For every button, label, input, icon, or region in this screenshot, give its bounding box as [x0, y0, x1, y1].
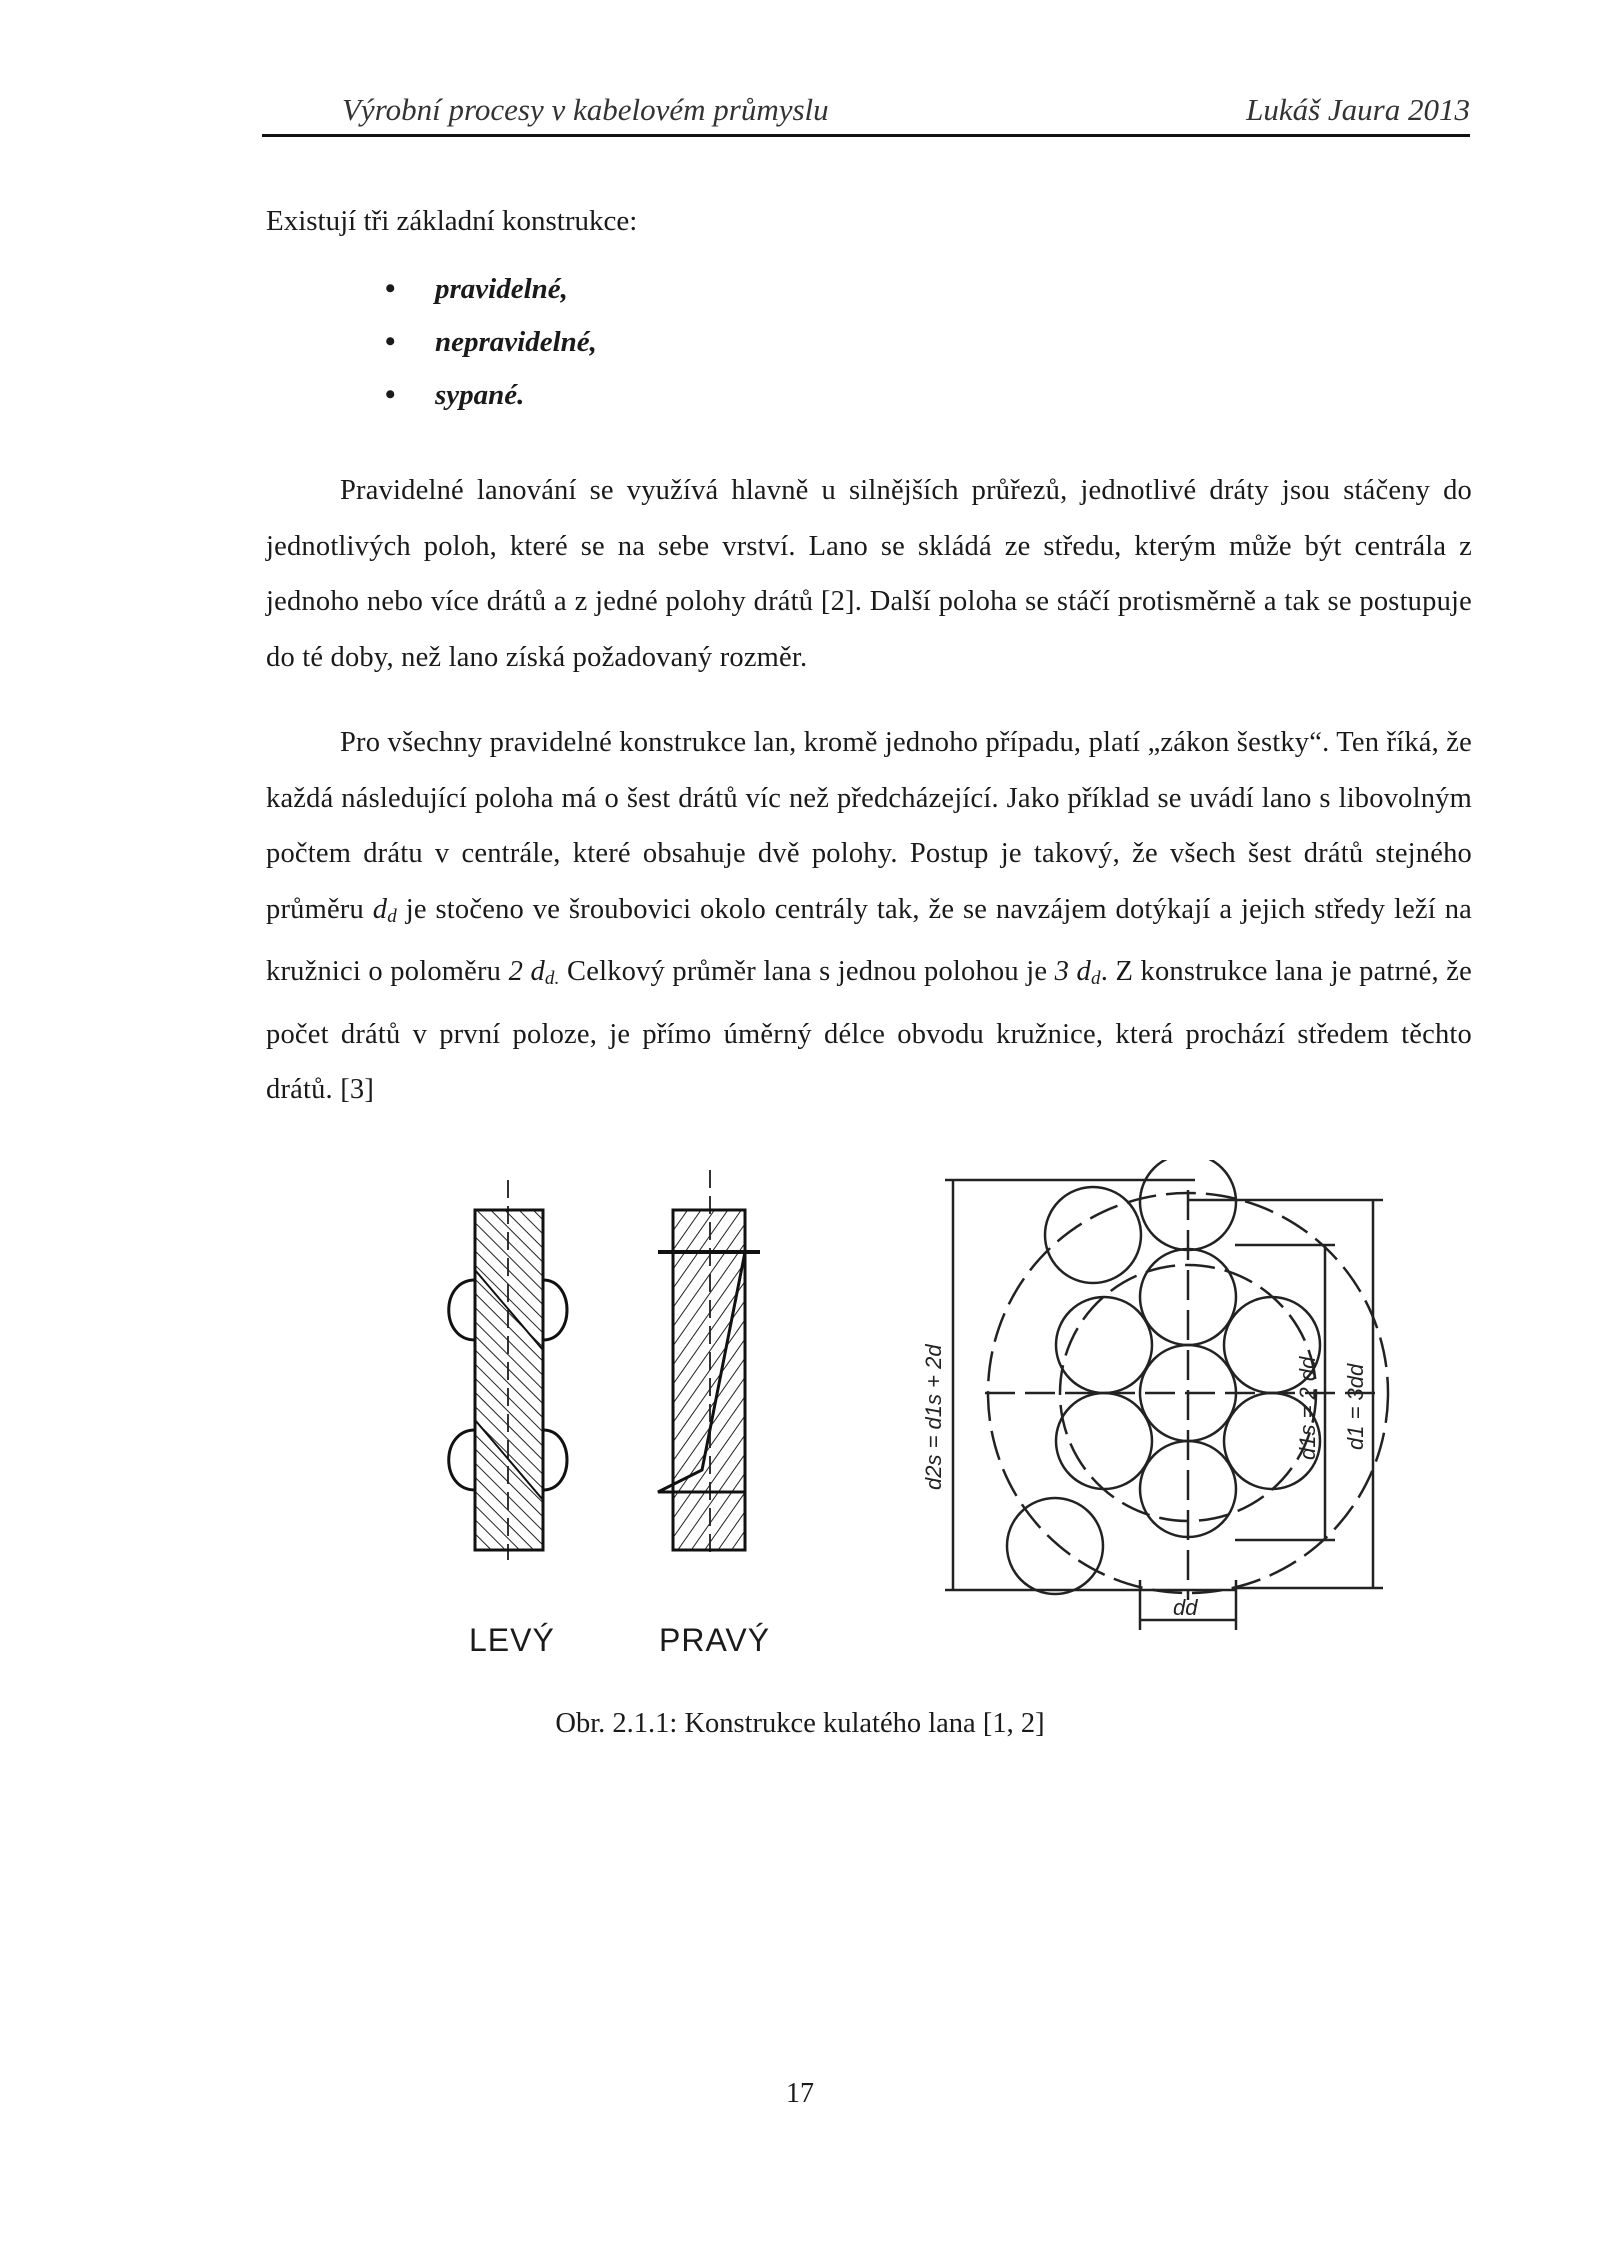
- bullet-icon: •: [385, 325, 396, 358]
- paragraph-text: je stočeno ve šroubovici okolo centrály tak, že se navzájem dotýkají a jejich středy leží na kružnici o poloměru: [266, 893, 1472, 987]
- list-item: [385, 325, 597, 378]
- right-lay-label: PRAVÝ: [659, 1622, 771, 1658]
- right-lay-strand: [658, 1170, 760, 1560]
- list-item-text: pravidelné,: [435, 273, 568, 305]
- dim-label-d1: d1 = 3dd: [1343, 1363, 1368, 1450]
- math-variable: 3 d: [1054, 956, 1092, 987]
- layer2-wire: [1045, 1187, 1141, 1283]
- header-title: Výrobní procesy v kabelovém průmyslu: [342, 92, 829, 127]
- left-lay-label: LEVÝ: [469, 1622, 555, 1658]
- math-variable: 2 d: [508, 956, 545, 987]
- math-subscript: d.: [544, 968, 560, 989]
- math-subscript: d: [387, 905, 397, 927]
- math-variable: d: [372, 893, 388, 925]
- page-header: [262, 88, 1470, 137]
- intro-text: Existují tři základní konstrukce:: [266, 205, 638, 237]
- list-item: [385, 378, 597, 431]
- paragraph-text: Pro všechny pravidelné konstrukce lan, kromě jednoho případu, platí „zákon šestky“. Ten říká, že každá následující poloha má o šest drátů víc než předcházející. Jako příklad se uvádí lano s libovolným počtem drátu v centrále, které obsahuje dvě polohy. Postup je takový, že všech šest drátů stejného průměru: [266, 727, 1472, 925]
- page-number: 17: [786, 2078, 814, 2109]
- list-item-text: nepravidelné,: [435, 326, 597, 358]
- layer1-wire: [1056, 1393, 1152, 1489]
- list-item: [385, 272, 597, 325]
- paragraph-text: Celkový průměr lana s jednou polohou je: [559, 956, 1055, 987]
- left-lay-strand: [449, 1180, 567, 1560]
- paragraph-regular-stranding: Pravidelné lanování se využívá hlavně u silnějších průřezů, jednotlivé dráty jsou stáčeny do jednotlivých poloh, které se na sebe vrství. Lano se skládá ze středu, kterým může být centrála z jednoho nebo více drátů a z jedné polohy drátů [2]. Další poloha se stáčí protisměrně a tak se postupuje do té doby, než lano získá požadovaný rozměr.: [266, 475, 1472, 673]
- layer2-wire: [1007, 1498, 1103, 1594]
- header-author-year: Lukáš Jaura 2013: [1246, 92, 1470, 127]
- paragraph-rule-of-six: [266, 715, 1472, 1118]
- dim-label-dd: dd: [1173, 1595, 1198, 1620]
- dim-label-d1s: d1s = 2 dd: [1295, 1356, 1320, 1460]
- cross-section-drawing: [905, 1160, 1425, 1640]
- cross-section-figure: [905, 1160, 1425, 1640]
- dim-label-d2s: d2s = d1s + 2d: [921, 1344, 946, 1490]
- bullet-icon: •: [385, 272, 396, 305]
- math-subscript: d: [1091, 968, 1101, 989]
- figure-caption: Obr. 2.1.1: Konstrukce kulatého lana [1, 2]: [555, 1708, 1045, 1739]
- paragraph-text: . Z konstrukce lana je patrné, že počet drátů v první poloze, je přímo úměrný délce obvodu kružnice, která prochází středem těchto drátů. [3]: [266, 956, 1472, 1105]
- bullet-icon: •: [385, 378, 396, 411]
- construction-list: [385, 272, 597, 431]
- list-item-text: sypané.: [435, 379, 525, 411]
- lay-direction-figure: [440, 1160, 820, 1580]
- lay-direction-drawing: [440, 1160, 820, 1580]
